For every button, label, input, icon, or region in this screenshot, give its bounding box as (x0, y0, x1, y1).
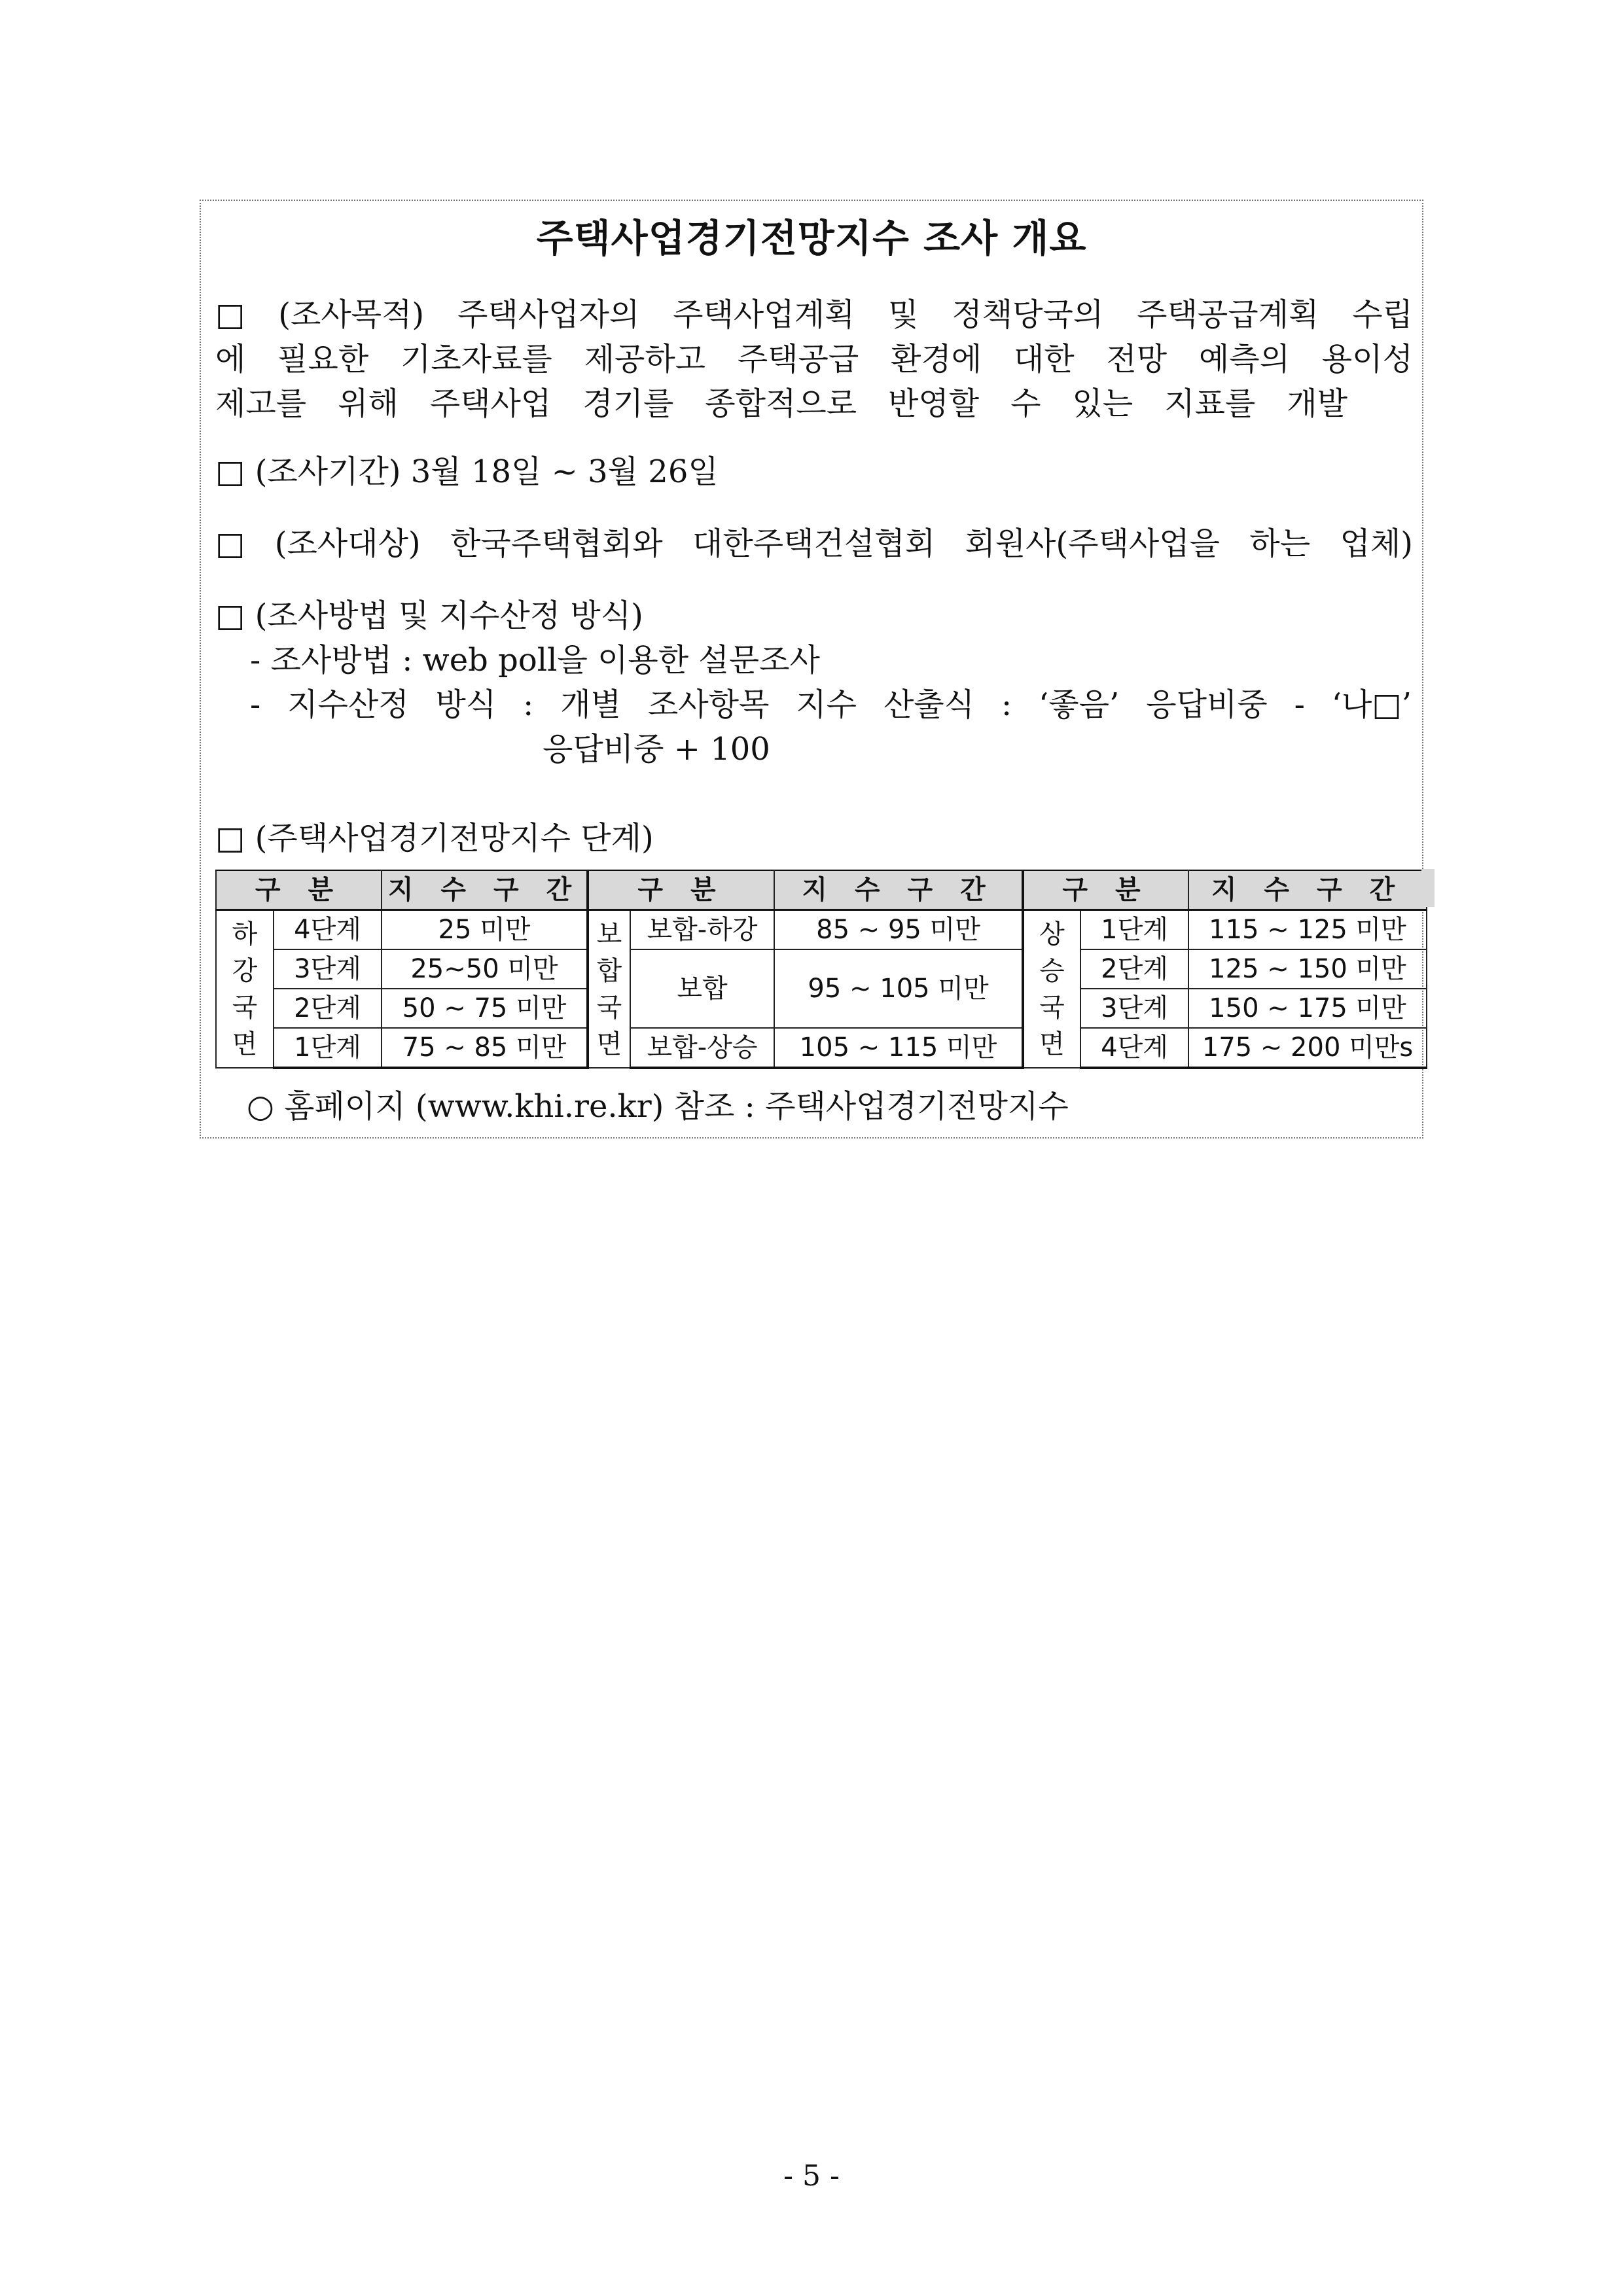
word: 수립 (1352, 296, 1413, 333)
header-range-2: 지 수 구 간 (774, 870, 1023, 910)
page-title: 주택사업경기전망지수 조사 개요 (536, 216, 1087, 260)
calc-words (250, 682, 1412, 727)
word: 필요한 (277, 341, 369, 378)
header-shade-overflow (1421, 869, 1435, 907)
overview-box (200, 200, 1423, 1139)
header-range-1: 지 수 구 간 (382, 870, 588, 910)
label-char: 면 (1039, 1029, 1065, 1059)
level-cell: 4단계 (1080, 1028, 1188, 1068)
word: 용이성 (1321, 341, 1413, 378)
label-char: 면 (232, 1029, 258, 1059)
method-calc-line-1 (250, 682, 1412, 727)
range-cell: 25~50 미만 (382, 949, 588, 989)
word: 주택사업자의 (457, 296, 640, 333)
page-number: - 5 - (783, 2159, 840, 2193)
homepage-footnote: ○ 홈페이지 (www.khi.re.kr) 참조 : 주택사업경기전망지수 (247, 1088, 1069, 1125)
header-range-3: 지 수 구 간 (1188, 870, 1427, 910)
table-row (216, 1028, 1427, 1068)
range-cell: 105 ~ 115 미만 (774, 1028, 1023, 1068)
word: : (523, 686, 534, 723)
word: 지수 (796, 686, 857, 723)
table-row (216, 910, 1427, 950)
target-paragraph (215, 521, 1413, 566)
word: (조사대상) (274, 525, 421, 562)
purpose-paragraph (215, 292, 1413, 426)
label-char: 국 (1039, 992, 1065, 1023)
word: □ (215, 296, 245, 333)
word: 주택공급계획 (1137, 296, 1319, 333)
label-char: 하 (232, 919, 258, 949)
label-char: 상 (1039, 919, 1065, 949)
group-label-flat (588, 910, 630, 1069)
label-char: 면 (596, 1029, 622, 1059)
purpose-line-3 (215, 381, 1347, 426)
range-cell: 125 ~ 150 미만 (1188, 949, 1427, 989)
header-category-1: 구 분 (216, 870, 382, 910)
level-cell: 2단계 (1080, 949, 1188, 989)
purpose-line-2 (215, 337, 1413, 381)
word: 전망 (1106, 341, 1168, 378)
word: ‘좋음’ (1039, 686, 1120, 723)
word: 한국주택협회와 (450, 525, 663, 562)
word: 있는 (1072, 385, 1133, 422)
method-survey: - 조사방법 : web poll을 이용한 설문조사 (250, 642, 820, 679)
period-paragraph: □ (조사기간) 3월 18일 ~ 3월 26일 (215, 453, 719, 490)
word: 경기를 (582, 385, 674, 422)
range-cell: 75 ~ 85 미만 (382, 1028, 588, 1068)
method-calc-line-2: 응답비중 + 100 (543, 731, 770, 768)
range-cell: 175 ~ 200 미만s (1188, 1028, 1427, 1068)
level-cell: 3단계 (1080, 989, 1188, 1028)
level-cell: 4단계 (274, 910, 382, 950)
word: 제고를 (215, 385, 307, 422)
level-cell: 3단계 (274, 949, 382, 989)
word: 제공하고 (584, 341, 706, 378)
stage-table (215, 870, 1427, 1069)
level-cell: 보합 (630, 949, 774, 1028)
stage-heading: □ (주택사업경기전망지수 단계) (215, 820, 654, 857)
word: 주택공급 (737, 341, 859, 378)
word: 조사항목 (647, 686, 770, 723)
label-char: 국 (232, 992, 258, 1023)
target-line (215, 521, 1413, 566)
word: 지표를 (1164, 385, 1256, 422)
word: 및 (888, 296, 919, 333)
label-char: 승 (1039, 955, 1065, 986)
level-cell: 보합-하강 (630, 910, 774, 950)
header-category-2: 구 분 (588, 870, 774, 910)
word: 주택사업계획 (673, 296, 855, 333)
level-cell: 1단계 (274, 1028, 382, 1068)
word: □ (215, 525, 245, 562)
word: ‘나□’ (1331, 686, 1412, 723)
word: 업체) (1340, 525, 1413, 562)
word: 환경에 (891, 341, 982, 378)
range-cell: 115 ~ 125 미만 (1188, 910, 1427, 950)
word: - (250, 686, 261, 723)
word: 회원사(주택사업을 (965, 525, 1220, 562)
word: 대한주택건설협회 (692, 525, 935, 562)
table-header-row (216, 870, 1427, 910)
word: 위해 (338, 385, 399, 422)
word: : (1001, 686, 1012, 723)
word: 정책당국의 (952, 296, 1104, 333)
word: 방식 (435, 686, 497, 723)
word: 에 (215, 341, 246, 378)
group-label-decline (216, 910, 274, 1069)
group-label-rise (1023, 910, 1080, 1069)
word: 기초자료를 (400, 341, 552, 378)
label-char: 보 (596, 919, 622, 949)
word: 종합적으로 (705, 385, 857, 422)
word: (조사목적) (278, 296, 425, 333)
label-char: 국 (596, 992, 622, 1023)
label-char: 강 (232, 955, 258, 986)
label-char: 합 (596, 955, 622, 986)
word: 반영할 (888, 385, 980, 422)
level-cell: 2단계 (274, 989, 382, 1028)
range-cell: 85 ~ 95 미만 (774, 910, 1023, 950)
range-cell: 150 ~ 175 미만 (1188, 989, 1427, 1028)
method-heading: □ (조사방법 및 지수산정 방식) (215, 597, 643, 634)
word: 산출식 (883, 686, 975, 723)
table-row (216, 949, 1427, 989)
range-cell: 95 ~ 105 미만 (774, 949, 1023, 1028)
level-cell: 보합-상승 (630, 1028, 774, 1068)
header-category-3: 구 분 (1023, 870, 1188, 910)
word: 하는 (1249, 525, 1311, 562)
range-cell: 25 미만 (382, 910, 588, 950)
word: 개별 (560, 686, 621, 723)
word: 예측의 (1198, 341, 1291, 378)
word: 지수산정 (287, 686, 409, 723)
word: 개발 (1287, 385, 1347, 422)
range-cell: 50 ~ 75 미만 (382, 989, 588, 1028)
level-cell: 1단계 (1080, 910, 1188, 950)
word: 응답비중 (1146, 686, 1268, 723)
word: - (1294, 686, 1305, 723)
word: 수 (1010, 385, 1041, 422)
word: 대한 (1013, 341, 1075, 378)
word: 주택사업 (429, 385, 552, 422)
purpose-line-1 (215, 292, 1413, 337)
